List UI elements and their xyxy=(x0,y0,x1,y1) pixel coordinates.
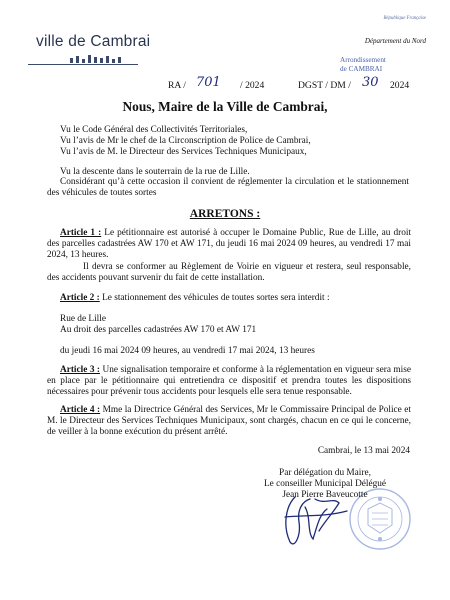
logo-underline xyxy=(28,64,138,65)
arretons-heading: ARRETONS : xyxy=(189,208,261,220)
article-3-paragraph xyxy=(47,365,411,399)
signatory-name: Jean Pierre Baveucotte xyxy=(282,490,368,500)
vu-line-3: Vu l’avis de M. le Directeur des Services Techniques Municipaux, xyxy=(60,147,307,157)
article-2-label: Article 2 : xyxy=(60,293,100,303)
article-4-paragraph xyxy=(47,405,411,439)
ra-number-handwritten: 701 xyxy=(196,75,221,90)
vu-descente: Vu la descente dans le souterrain de la rue de Lille. xyxy=(60,167,250,177)
considerant-paragraph: Considérant qu’à cette occasion il convient de réglementer la circulation et le stationnement des véhicules de toutes sortes xyxy=(47,177,409,199)
article-1-responsibility: Il devra se conformer au Règlement de Voirie en vigueur et restera, seul responsable, des accidents pouvant survenir du fait de cette installation. xyxy=(47,262,411,284)
article-2-street: Rue de Lille xyxy=(60,314,106,324)
article-2-text: Le stationnement des véhicules de toutes sortes sera interdit : xyxy=(99,293,330,303)
ra-year: / 2024 xyxy=(240,80,265,91)
article-3-text: Une signalisation temporaire et conforme à la réglementation en vigueur sera mise en place par le pétitionnaire qui entretiendra ce dispositif et prendra toutes les dispositions nécessaires pour prévenir tous accidents pour lesquels elle sera tenue responsable. xyxy=(47,365,411,398)
arrondissement-line-2: de CAMBRAI xyxy=(340,65,383,73)
arrondissement-label xyxy=(340,56,426,74)
article-4-label: Article 4 : xyxy=(60,405,101,415)
article-2-location: Au droit des parcelles cadastrées AW 170 et AW 171 xyxy=(60,325,257,335)
signatory-role: Le conseiller Municipal Délégué xyxy=(263,479,387,489)
handwritten-signature xyxy=(285,497,347,544)
city-logo-wordmark: ville de Cambrai xyxy=(36,33,151,50)
arrondissement-line-1: Arrondissement xyxy=(340,56,386,64)
dgst-number-handwritten: 30 xyxy=(362,75,379,90)
ra-label: RA / xyxy=(168,80,186,91)
decree-title: Nous, Maire de la Ville de Cambrai, xyxy=(122,99,328,114)
vu-line-1: Vu le Code Général des Collectivités Territoriales, xyxy=(60,125,248,135)
city-logo-emblem xyxy=(68,54,128,63)
dgst-year: 2024 xyxy=(390,80,410,91)
delegation-line: Par délégation du Maire, xyxy=(279,468,371,478)
article-1-label: Article 1 : xyxy=(60,228,102,238)
dgst-label: DGST / DM / xyxy=(298,80,351,91)
place-date: Cambrai, le 13 mai 2024 xyxy=(317,446,410,456)
article-1-paragraph xyxy=(47,228,411,262)
republique-francaise-label: République Française xyxy=(383,16,426,21)
article-3-label: Article 3 : xyxy=(60,365,101,375)
vu-line-2: Vu l’avis de Mr le chef de la Circonscription de Police de Cambrai, xyxy=(60,136,311,146)
article-1-text: Le pétitionnaire est autorisé à occuper le Domaine Public, Rue de Lille, au droit des parcelles cadastrées AW 170 et AW 171, du jeudi 16 mai 2024 09 heures, au vendredi 17 mai 2024, 13 heures. xyxy=(47,228,412,261)
article-4-text: Mme la Directrice Général des Services, Mr le Commissaire Principal de Police et M. le Directeur des Services Techniques Municipaux, sont chargés, chacun en ce qui le concerne, de veiller à la bonne exécution du présent arrêté. xyxy=(47,405,412,438)
article-2-paragraph xyxy=(60,293,408,304)
departement-label: Département du Nord xyxy=(364,37,426,45)
article-2-dates: du jeudi 16 mai 2024 09 heures, au vendredi 17 mai 2024, 13 heures xyxy=(60,346,315,356)
